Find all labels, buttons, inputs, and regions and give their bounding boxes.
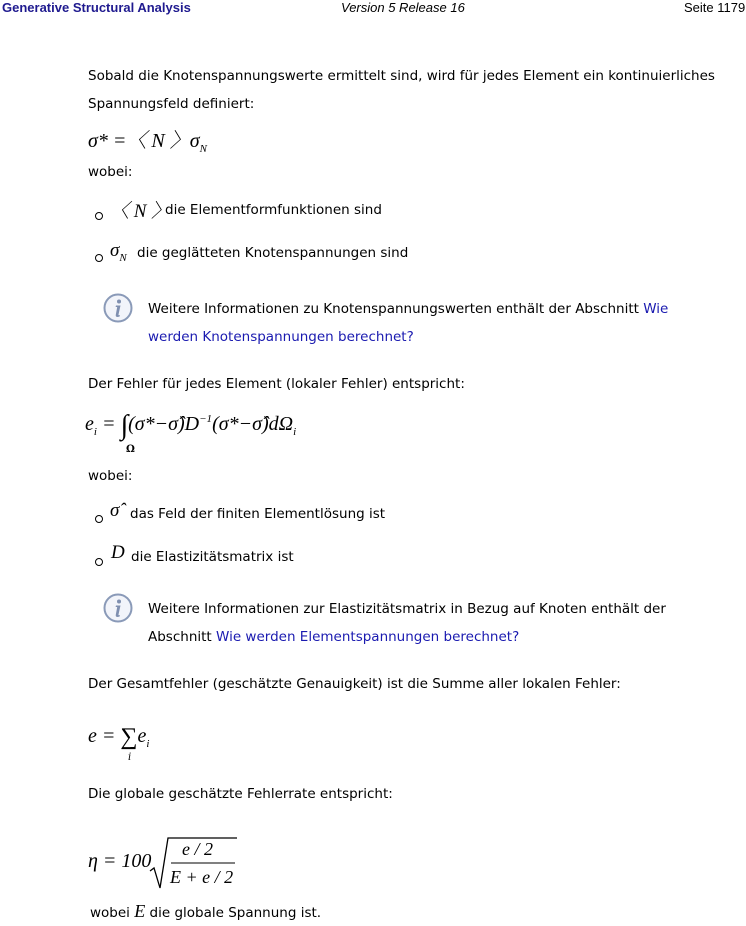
bullet-text-smoothed-stress: die geglätteten Knotenspannungen sind bbox=[137, 245, 409, 261]
bullet-marker bbox=[95, 515, 103, 523]
paragraph-local-error: Der Fehler für jedes Element (lokaler Fehler) entspricht: bbox=[88, 376, 465, 392]
integral-domain-label: Ω bbox=[126, 444, 135, 455]
formula-local-error: $e_i$ = $\int(\sigma*-\sigmâ)D^{-1}(\sigma*-\sigmâ)d\Omega_i$ bbox=[85, 410, 297, 441]
info-icon bbox=[103, 293, 133, 323]
note-text: Weitere Informationen zu Knotenspannungswerten enthält der Abschnitt bbox=[148, 301, 644, 317]
header-product-title: Generative Structural Analysis bbox=[2, 0, 191, 15]
formula-stress-field: σ* =〈 N 〉$\sigma_N$ bbox=[88, 130, 207, 155]
fraction-denominator: E + e / 2 bbox=[170, 867, 234, 887]
formula-error-rate: η = 100 bbox=[88, 850, 152, 872]
note-nodal-stress bbox=[148, 295, 708, 351]
note-text: Weitere Informationen zur Elastizitätsmatrix in Bezug auf Knoten enthält der Abschnitt bbox=[148, 601, 666, 645]
info-icon bbox=[103, 593, 133, 623]
paragraph-error-rate: Die globale geschätzte Fehlerrate entspricht: bbox=[88, 786, 393, 802]
link-element-stress[interactable]: Wie werden Elementspannungen berechnet? bbox=[216, 629, 520, 645]
where-label-1: wobei: bbox=[88, 164, 133, 180]
paragraph-stress-field: Sobald die Knotenspannungswerte ermittelt sind, wird für jedes Element ein kontinuierliches Spannungsfeld definiert: bbox=[88, 68, 715, 112]
formula-global-error: $e = \sum e_i$ bbox=[88, 724, 150, 750]
final-prefix: wobei bbox=[90, 905, 130, 921]
bullet-marker bbox=[95, 254, 103, 262]
sum-index-label: i bbox=[128, 752, 132, 763]
bullet-marker bbox=[95, 558, 103, 566]
fraction-numerator: e / 2 bbox=[182, 839, 213, 859]
header-page-number: Seite 1179 bbox=[684, 0, 746, 15]
bullet-text-shape-functions: die Elementformfunktionen sind bbox=[165, 202, 382, 218]
final-suffix: die globale Spannung ist. bbox=[149, 905, 322, 921]
link-nodal-stress[interactable]: Wie werden Knotenspannungen berechnet? bbox=[148, 301, 669, 345]
paragraph-global-error: Der Gesamtfehler (geschätzte Genauigkeit) ist die Summe aller lokalen Fehler: bbox=[88, 676, 621, 692]
bullet-text-fe-solution: das Feld der finiten Elementlösung ist bbox=[130, 506, 386, 522]
final-sentence bbox=[90, 898, 321, 926]
header-version: Version 5 Release 16 bbox=[341, 0, 465, 15]
formula-nodal-stress: $\sigma_N$ bbox=[110, 240, 127, 264]
bullet-marker bbox=[95, 212, 103, 220]
formula-fe-solution: σ̂ bbox=[110, 500, 120, 521]
formula-shape-functions: 〈 N 〉 bbox=[110, 201, 171, 222]
note-element-stress bbox=[148, 595, 708, 651]
global-stress-symbol: E bbox=[134, 901, 146, 921]
formula-elasticity-symbol: D bbox=[111, 542, 125, 563]
bullet-text-elasticity: die Elastizitätsmatrix ist bbox=[131, 549, 294, 565]
where-label-2: wobei: bbox=[88, 468, 133, 484]
